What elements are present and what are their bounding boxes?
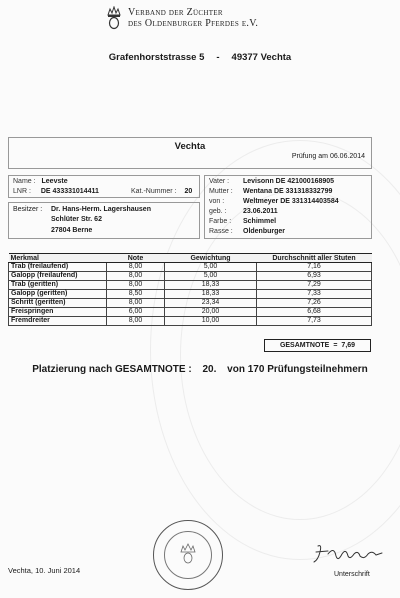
note-cell: 8,00 [107, 299, 165, 308]
address-street: Grafenhorststrasse 5 [108, 52, 205, 63]
signature-label: Unterschrift [334, 571, 370, 578]
lnr-label: LNR : [13, 188, 31, 195]
gewichtung-cell: 18,33 [165, 290, 257, 299]
farbe-label: Farbe : [209, 218, 232, 225]
horse-box [8, 175, 200, 198]
placement-line [0, 364, 400, 375]
von-row [209, 198, 339, 205]
placement-rank: 20. [202, 364, 217, 375]
gesamtnote-value: 7,69 [341, 342, 356, 349]
merkmal-cell: Schritt (geritten) [9, 299, 107, 308]
event-place: Vechta [174, 141, 206, 152]
farbe-value: Schimmel [243, 218, 277, 225]
durchschnitt-cell: 7,16 [257, 263, 372, 272]
von-label: von : [209, 198, 225, 205]
exam-date-label: Prüfung am [291, 153, 328, 160]
merkmal-cell: Trab (geritten) [9, 281, 107, 290]
pedigree-box [204, 175, 372, 239]
katnr-label: Kat.-Nummer : [131, 188, 177, 195]
crown-logo-icon [106, 6, 122, 30]
col-header-merkmal: Merkmal [9, 254, 107, 263]
katnr-row [131, 188, 192, 195]
farbe-row [209, 218, 276, 225]
vater-row [209, 178, 334, 185]
mutter-value: Wentana DE 331318332799 [243, 188, 333, 195]
merkmal-cell: Trab (freilaufend) [9, 263, 107, 272]
scores-header-row [9, 254, 372, 263]
place-date: Vechta, 10. Juni 2014 [8, 566, 81, 575]
gewichtung-cell: 23,34 [165, 299, 257, 308]
von-value: Weltmeyer DE 331314403584 [243, 198, 339, 205]
mutter-label: Mutter : [209, 188, 233, 195]
vater-value: Levisonn DE 421000168905 [243, 178, 335, 185]
note-cell: 8,00 [107, 317, 165, 326]
col-header-durchschnitt: Durchschnitt aller Stuten [257, 254, 372, 263]
mutter-row [209, 188, 332, 195]
rasse-label: Rasse : [209, 228, 233, 235]
horse-name-label: Name : [13, 178, 36, 185]
table-row [9, 317, 372, 326]
owner-box [8, 202, 200, 239]
durchschnitt-cell: 7,29 [257, 281, 372, 290]
note-cell: 6,00 [107, 308, 165, 317]
gesamtnote-equals: = [333, 342, 338, 349]
durchschnitt-cell: 6,68 [257, 308, 372, 317]
gewichtung-cell: 18,33 [165, 281, 257, 290]
durchschnitt-cell: 6,93 [257, 272, 372, 281]
merkmal-cell: Galopp (geritten) [9, 290, 107, 299]
table-row [9, 272, 372, 281]
address-separator: - [216, 52, 220, 63]
table-row [9, 263, 372, 272]
note-cell: 8,00 [107, 281, 165, 290]
official-stamp [153, 520, 223, 590]
organization-address [0, 52, 400, 63]
scores-table [8, 253, 372, 326]
durchschnitt-cell: 7,26 [257, 299, 372, 308]
durchschnitt-cell: 7,33 [257, 290, 372, 299]
owner-label: Besitzer : [13, 206, 43, 213]
gewichtung-cell: 10,00 [165, 317, 257, 326]
gewichtung-cell: 5,00 [165, 263, 257, 272]
address-city: 49377 Vechta [231, 52, 292, 63]
org-line-1: Verband der Züchter [128, 7, 223, 18]
horse-name: Leevste [41, 178, 68, 185]
rasse-row [209, 228, 285, 235]
gesamtnote-box [264, 339, 371, 352]
gewichtung-cell: 5,00 [165, 272, 257, 281]
table-row [9, 281, 372, 290]
horse-name-row [13, 178, 68, 185]
placement-of: von 170 Prüfungsteilnehmern [227, 364, 368, 375]
note-cell: 8,00 [107, 263, 165, 272]
event-box [8, 137, 372, 169]
stamp-crown-icon [153, 520, 223, 590]
table-row [9, 290, 372, 299]
katnr-value: 20 [184, 188, 193, 195]
horse-lnr-row [13, 188, 99, 195]
lnr-value: DE 433331014411 [40, 188, 99, 195]
organization-name [128, 7, 258, 29]
note-cell: 8,00 [107, 272, 165, 281]
merkmal-cell: Galopp (freilaufend) [9, 272, 107, 281]
owner-city: 27804 Berne [51, 227, 93, 234]
rasse-value: Oldenburger [243, 228, 286, 235]
merkmal-cell: Fremdreiter [9, 317, 107, 326]
gewichtung-cell: 20,00 [165, 308, 257, 317]
table-row [9, 308, 372, 317]
geb-value: 23.06.2011 [243, 208, 278, 215]
geb-row [209, 208, 278, 215]
owner-name: Dr. Hans-Herm. Lagershausen [51, 206, 151, 213]
owner-street: Schlüter Str. 62 [51, 216, 102, 223]
gesamtnote-label: GESAMTNOTE [279, 342, 330, 349]
merkmal-cell: Freispringen [9, 308, 107, 317]
durchschnitt-cell: 7,73 [257, 317, 372, 326]
placement-text: Platzierung nach GESAMTNOTE : [32, 364, 192, 375]
vater-label: Vater : [209, 178, 230, 185]
col-header-note: Note [107, 254, 165, 263]
signature-icon [308, 540, 388, 566]
exam-date-line [292, 153, 365, 160]
exam-date: 06.06.2014 [329, 153, 365, 160]
geb-label: geb. : [209, 208, 227, 215]
org-line-2: des Oldenburger Pferdes e.V. [128, 18, 259, 29]
note-cell: 8,50 [107, 290, 165, 299]
col-header-gewichtung: Gewichtung [165, 254, 257, 263]
table-row [9, 299, 372, 308]
